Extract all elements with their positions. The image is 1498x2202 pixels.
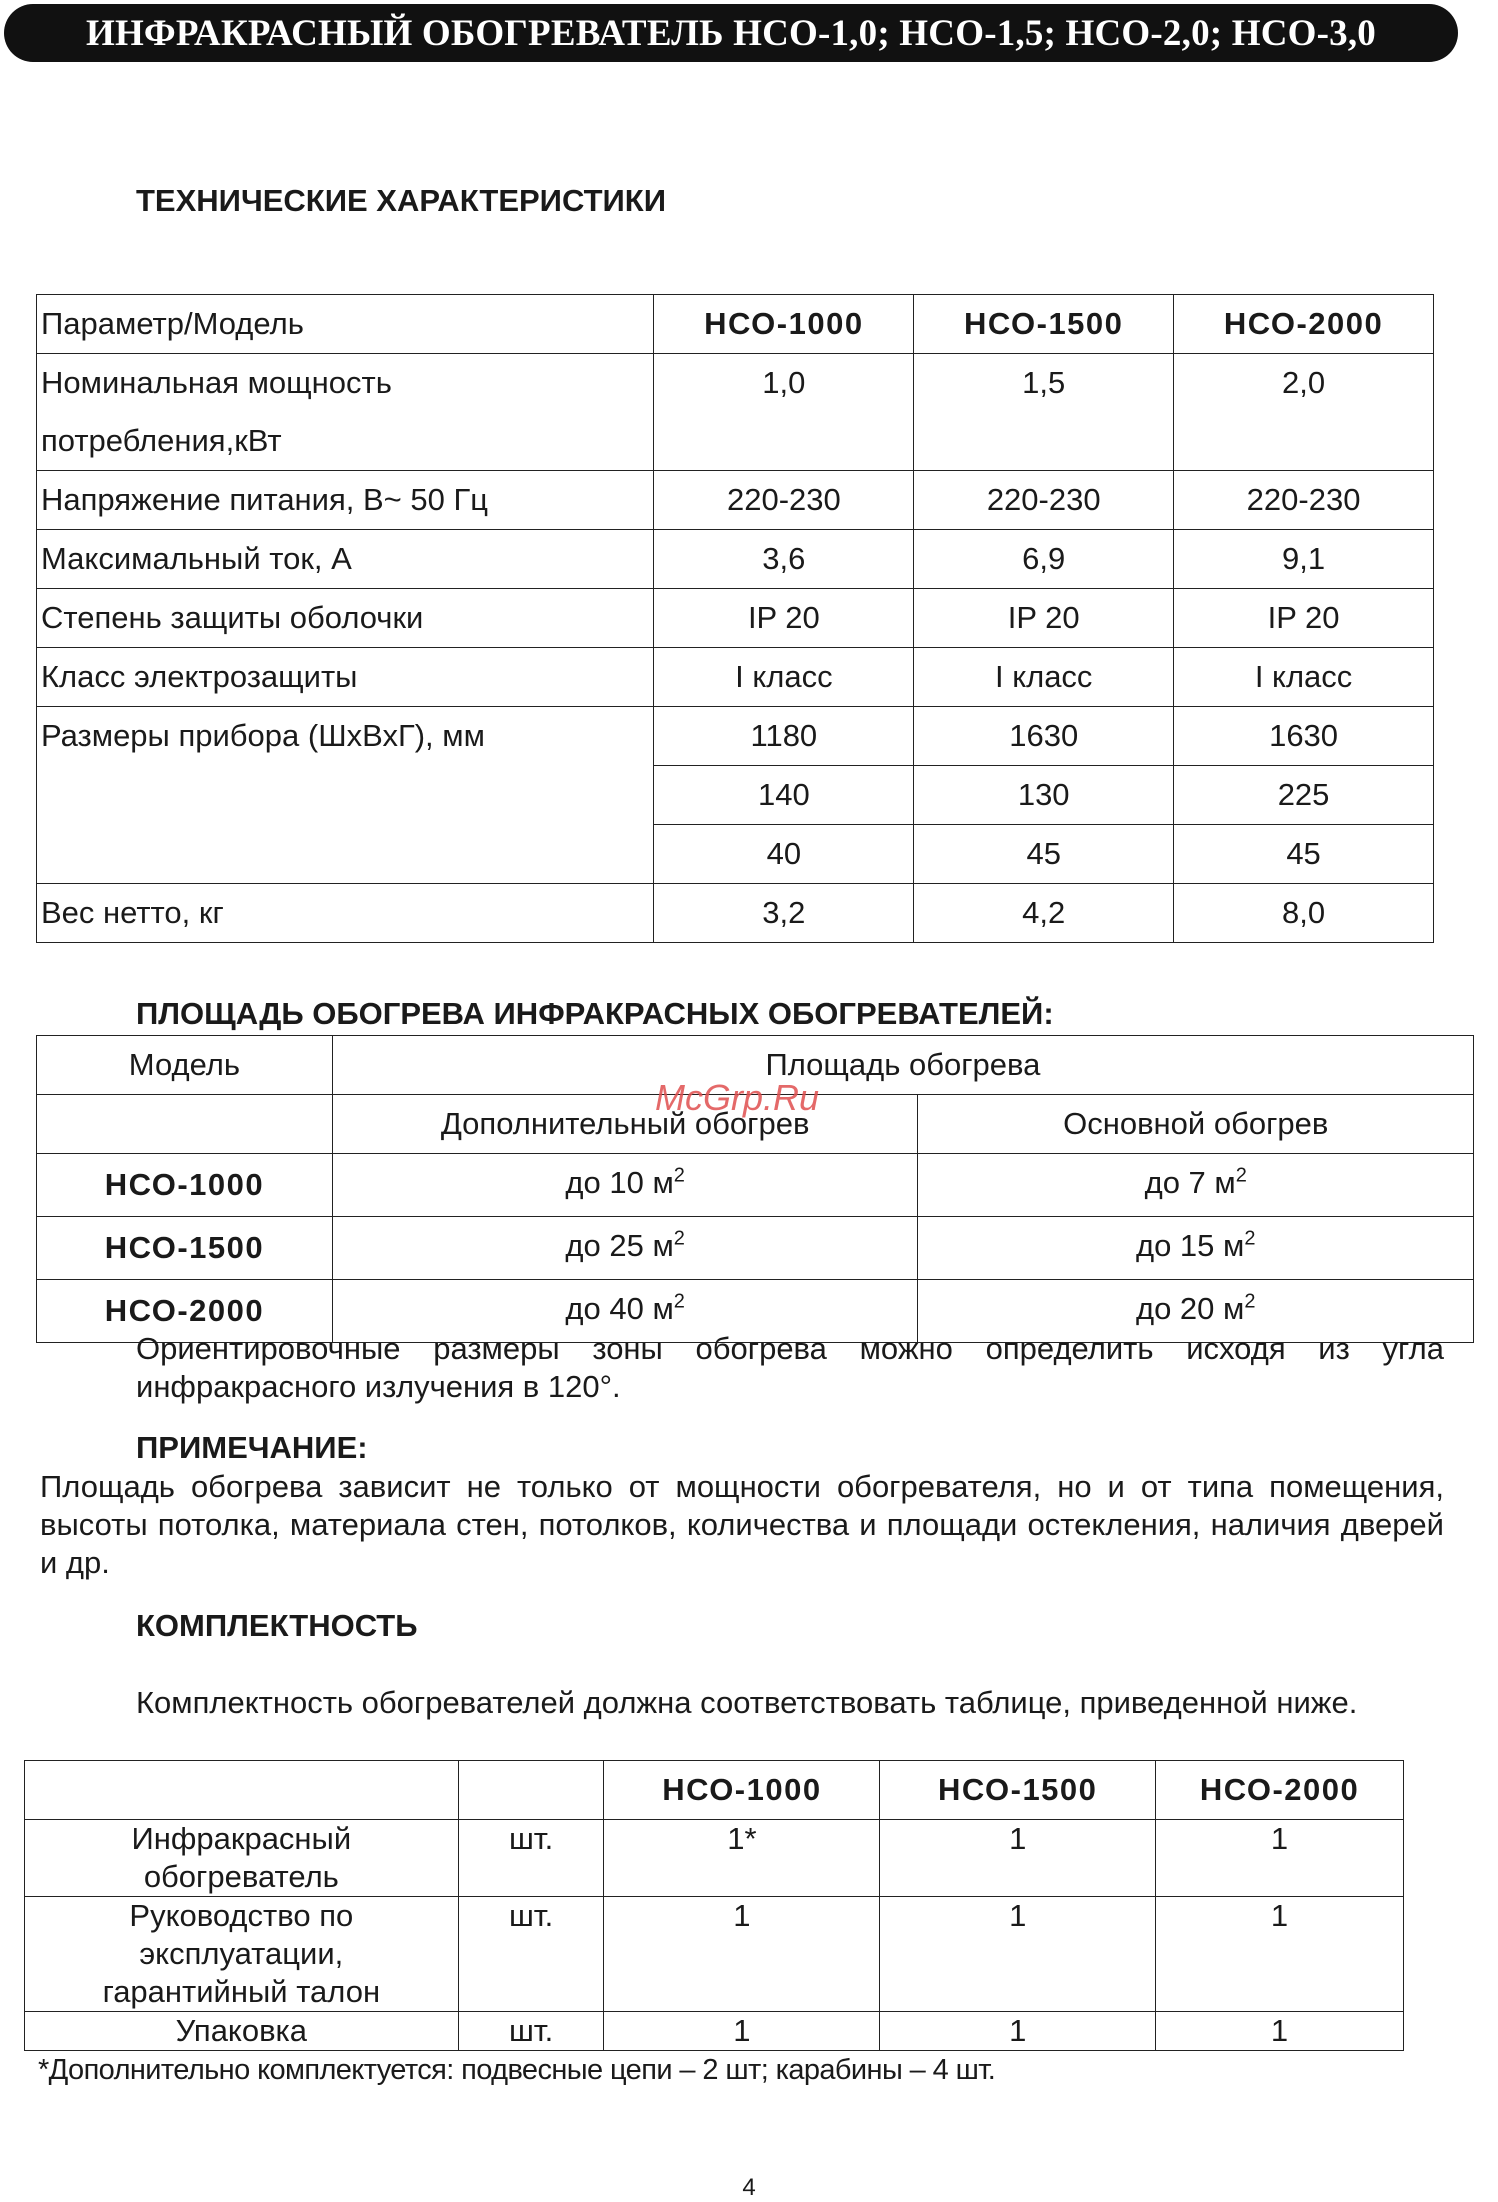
specs-cell: 220-230 [654,471,914,530]
area-unit-sup: 2 [673,1164,685,1187]
specs-col-model: НСО-2000 [1174,295,1434,354]
kit-unit: шт. [458,2012,604,2051]
area-unit-sup: 2 [1235,1164,1247,1187]
kit-heading: КОМПЛЕКТНОСТЬ [136,1608,418,1643]
specs-cell: 3,6 [654,530,914,589]
remark-heading: ПРИМЕЧАНИЕ: [136,1430,368,1465]
table-row [37,707,1434,766]
specs-cell: 1630 [1174,707,1434,766]
specs-cell: 6,9 [914,530,1174,589]
area-unit-sup: 2 [1244,1227,1256,1250]
kit-col-model: НСО-1500 [880,1761,1156,1820]
kit-cell: 1* [604,1820,880,1897]
kit-unit: шт. [458,1897,604,2012]
table-row [25,2012,1404,2051]
area-empty-cell [37,1095,333,1154]
table-row [37,1217,1474,1280]
specs-cell: 3,2 [654,884,914,943]
kit-item-line: обогреватель [143,1859,339,1894]
kit-col-model: НСО-2000 [1156,1761,1404,1820]
specs-weight-label: Вес нетто, кг [37,884,654,943]
specs-cell: 40 [654,825,914,884]
specs-cell: 4,2 [914,884,1174,943]
page-header-banner [4,4,1458,62]
specs-class-label: Класс электрозащиты [37,648,654,707]
table-row [37,471,1434,530]
specs-current-label: Максимальный ток, А [37,530,654,589]
specs-cell: I класс [914,648,1174,707]
kit-item-label [25,1897,459,2012]
kit-cell: 1 [1156,1897,1404,2012]
area-note: Ориентировочные размеры зоны обогрева можно определить исходя из угла инфракрасного излучения в 120°. [136,1331,1444,1404]
specs-table [36,294,1434,943]
table-row [37,884,1434,943]
area-main: до 20 м [1135,1291,1245,1326]
specs-cell: 9,1 [1174,530,1434,589]
specs-cell: 45 [914,825,1174,884]
page-number: 4 [742,2174,756,2201]
table-row [37,648,1434,707]
specs-power-label [37,354,654,471]
specs-cell: 130 [914,766,1174,825]
table-row [37,1154,1474,1217]
specs-col-param: Параметр/Модель [37,295,654,354]
kit-cell: 1 [1156,1820,1404,1897]
page-header-title: ИНФРАКРАСНЫЙ ОБОГРЕВАТЕЛЬ НСО-1,0; НСО-1,5; НСО-2,0; НСО-3,0 [85,12,1377,54]
specs-cell: IP 20 [914,589,1174,648]
specs-cell: 225 [1174,766,1434,825]
specs-cell: 220-230 [914,471,1174,530]
kit-item-label [25,1820,459,1897]
table-row [37,530,1434,589]
specs-dims-label: Размеры прибора (ШхВхГ), мм [37,707,654,884]
table-row [37,354,1434,471]
kit-cell: 1 [604,1897,880,2012]
area-main: до 15 м [1135,1228,1245,1263]
table-row [25,1761,1404,1820]
specs-cell: IP 20 [654,589,914,648]
area-main: до 7 м [1144,1165,1236,1200]
kit-unit: шт. [458,1820,604,1897]
kit-cell: 1 [1156,2012,1404,2051]
specs-cell: 220-230 [1174,471,1434,530]
kit-item-line: гарантийный талон [102,1974,381,2009]
watermark-text: McGrp.Ru [655,1077,820,1118]
area-extra: до 40 м [565,1291,674,1326]
area-model: НСО-1000 [37,1154,333,1217]
area-extra: до 25 м [565,1228,674,1263]
specs-protection-label: Степень защиты оболочки [37,589,654,648]
specs-power-label-line: потребления,кВт [41,423,282,458]
table-row [37,589,1434,648]
area-main-cell [918,1217,1474,1280]
area-extra-cell [332,1154,918,1217]
table-row [25,1820,1404,1897]
area-model: НСО-1500 [37,1217,333,1280]
kit-col-model: НСО-1000 [604,1761,880,1820]
specs-cell: 2,0 [1174,354,1434,471]
area-col-model: Модель [37,1036,333,1095]
specs-cell: 45 [1174,825,1434,884]
kit-cell: 1 [604,2012,880,2051]
area-col-extra: Дополнительный обогрев [332,1095,918,1154]
area-col-area: Площадь обогрева [332,1036,1473,1095]
specs-cell: 1180 [654,707,914,766]
kit-cell: 1 [880,1820,1156,1897]
area-unit-sup: 2 [1244,1290,1256,1313]
specs-cell: 1630 [914,707,1174,766]
specs-cell: 140 [654,766,914,825]
specs-cell: 1,0 [654,354,914,471]
kit-empty-cell [458,1761,604,1820]
kit-cell: 1 [880,1897,1156,2012]
area-extra-cell [332,1217,918,1280]
specs-col-model: НСО-1500 [914,295,1174,354]
kit-cell: 1 [880,2012,1156,2051]
kit-empty-cell [25,1761,459,1820]
specs-voltage-label: Напряжение питания, В~ 50 Гц [37,471,654,530]
specs-cell: 8,0 [1174,884,1434,943]
area-extra: до 10 м [565,1165,674,1200]
kit-item-line: Инфракрасный [131,1821,352,1856]
specs-cell: I класс [654,648,914,707]
table-row [37,295,1434,354]
specs-power-label-line: Номинальная мощность [41,365,392,400]
area-model: НСО-2000 [37,1280,333,1343]
specs-cell: IP 20 [1174,589,1434,648]
specs-col-model: НСО-1000 [654,295,914,354]
area-main-cell [918,1154,1474,1217]
kit-footnote: *Дополнительно комплектуется: подвесные цепи – 2 шт; карабины – 4 шт. [38,2054,996,2086]
area-heading: ПЛОЩАДЬ ОБОГРЕВА ИНФРАКРАСНЫХ ОБОГРЕВАТЕЛЕЙ: [136,996,1054,1031]
table-row [25,1897,1404,2012]
specs-cell: I класс [1174,648,1434,707]
kit-intro: Комплектность обогревателей должна соответствовать таблице, приведенной ниже. [136,1685,1358,1720]
area-unit-sup: 2 [673,1227,685,1250]
kit-item-line: Руководство по [129,1898,354,1933]
remark-text: Площадь обогрева зависит не только от мощности обогревателя, но и от типа помещения, высоты потолка, материала стен, потолков, количества и площади остекления, наличия дверей и др. [40,1469,1444,1580]
kit-table [24,1760,1404,2051]
kit-item-label: Упаковка [25,2012,459,2051]
area-col-main: Основной обогрев [918,1095,1474,1154]
area-unit-sup: 2 [673,1290,685,1313]
kit-item-line: эксплуатации, [139,1936,344,1971]
specs-cell: 1,5 [914,354,1174,471]
specs-heading: ТЕХНИЧЕСКИЕ ХАРАКТЕРИСТИКИ [136,183,666,218]
